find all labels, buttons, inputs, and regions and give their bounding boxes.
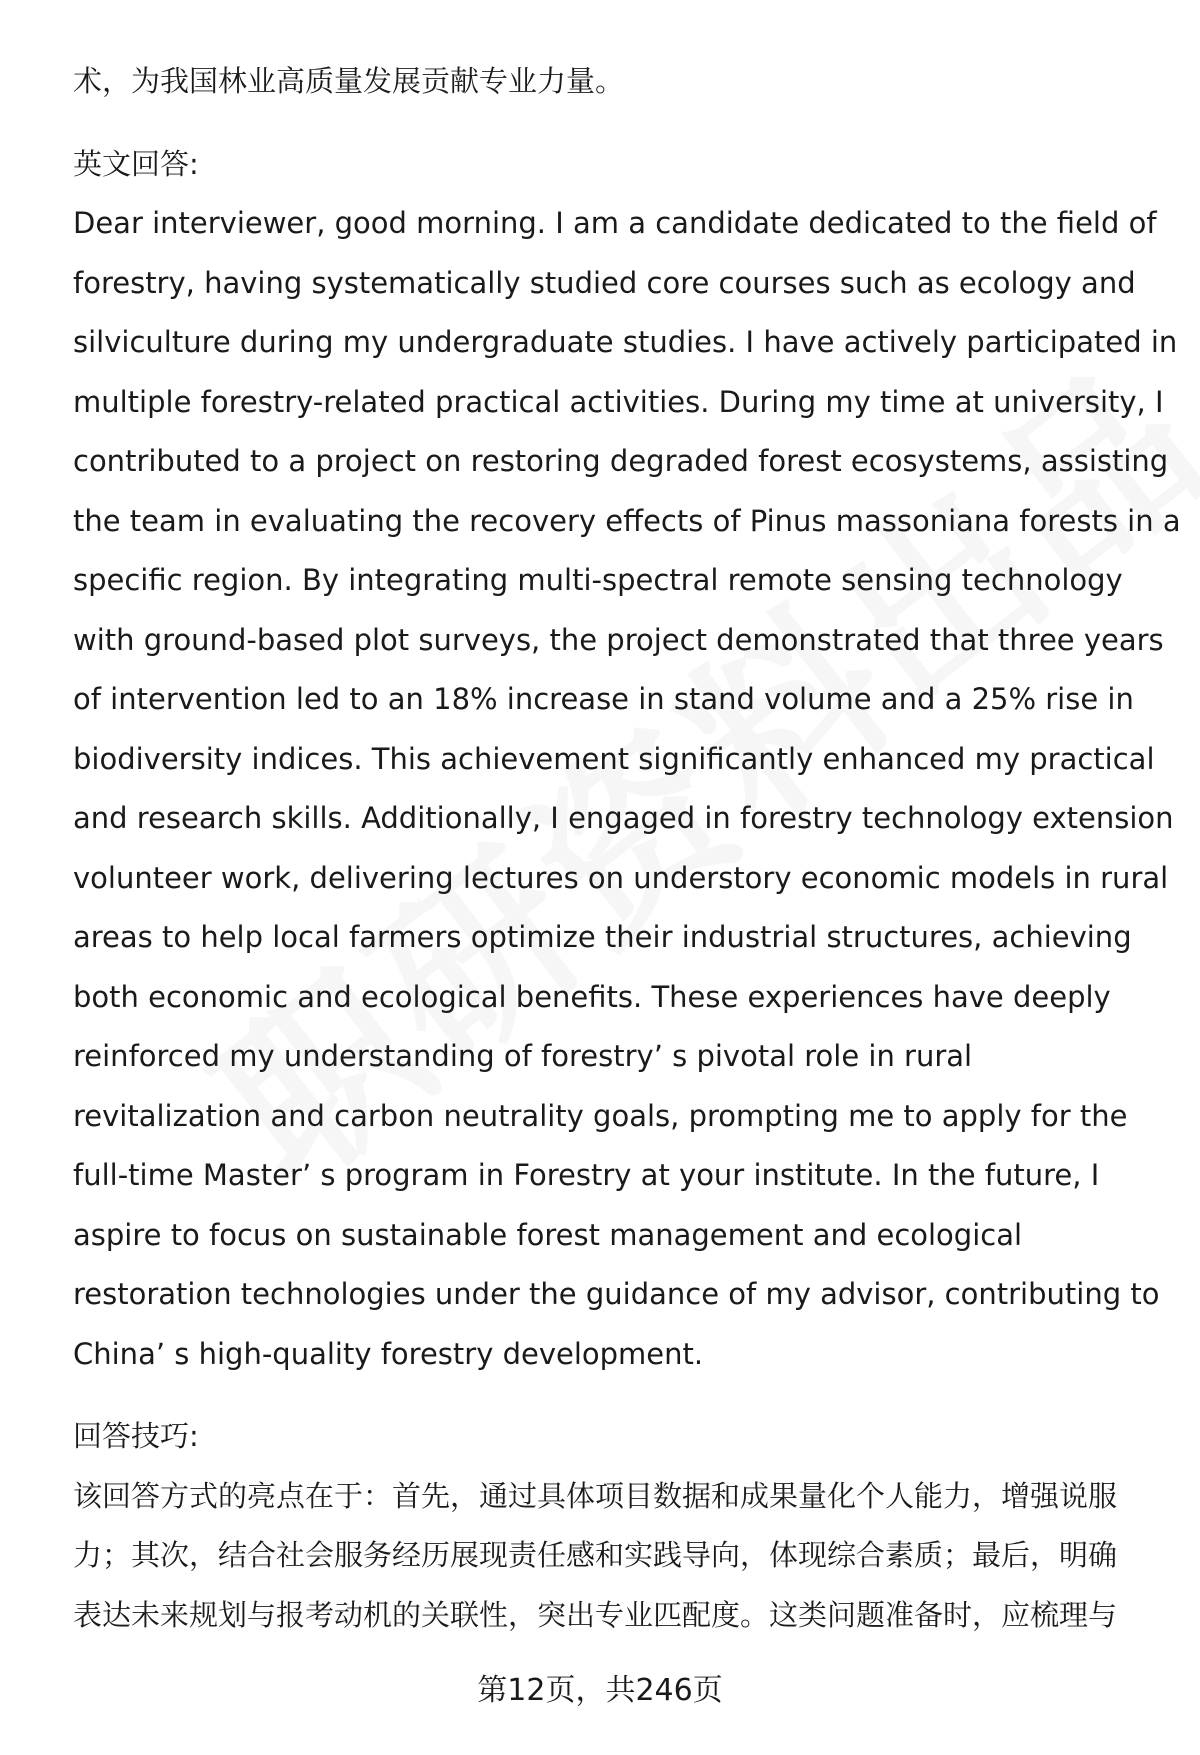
english-answer-line: aspire to focus on sustainable forest management and ecological [73,1217,1023,1252]
english-answer-line: reinforced my understanding of forestry’ s pivotal role in rural [73,1039,973,1073]
english-answer-line: with ground-based plot surveys, the project demonstrated that three years [73,622,1164,657]
english-answer-line: both economic and ecological benefits. These experiences have deeply [73,979,1111,1014]
intro-line: 术，为我国林业高质量发展贡献专业力量。 [73,64,625,98]
section-gap [73,112,1148,135]
english-answer-line: silviculture during my undergraduate studies. I have actively participated in [73,325,1178,359]
english-answer-line: the team in evaluating the recovery effects of Pinus massoniana forests in a [73,503,1181,538]
page-number-footer: 第12页，共246页 [477,1673,723,1708]
english-answer-line: specific region. By integrating multi-spectral remote sensing technology [73,563,1123,597]
english-answer-line: biodiversity indices. This achievement significantly enhanced my practical [73,741,1155,776]
english-answer-line: and research skills. Additionally, I engaged in forestry technology extension [73,801,1174,835]
english-answer-line: multiple forestry-related practical activities. During my time at university, I [73,384,1164,419]
english-answer-section [73,135,1181,1385]
answer-tips-line: 该回答方式的亮点在于：首先，通过具体项目数据和成果量化个人能力，增强说服 [73,1478,1118,1513]
english-answer-line: revitalization and carbon neutrality goals, prompting me to apply for the [73,1098,1128,1133]
english-answer-line: China’ s high-quality forestry development. [73,1336,704,1371]
answer-tips-line: 力；其次，结合社会服务经历展现责任感和实践导向，体现综合素质；最后，明确 [73,1538,1118,1572]
english-answer-line: of intervention led to an 18% increase in stand volume and a 25% rise in [73,682,1134,716]
section-gap [73,1384,1148,1407]
english-answer-line: contributed to a project on restoring degraded forest ecosystems, assisting [73,444,1169,478]
english-answer-line: Dear interviewer, good morning. I am a candidate dedicated to the field of [73,206,1157,240]
english-answer-line: forestry, having systematically studied core courses such as ecology and [73,265,1136,300]
english-answer-line: full-time Master’ s program in Forestry at your institute. In the future, I [73,1158,1100,1192]
english-answer-line: restoration technologies under the guidance of my advisor, contributing to [73,1277,1160,1311]
answer-tips-heading: 回答技巧: [73,1419,199,1453]
answer-tips-section [73,1407,1148,1645]
answer-tips-line: 表达未来规划与报考动机的关联性，突出专业匹配度。这类问题准备时，应梳理与 [73,1597,1118,1632]
english-answer-line: areas to help local farmers optimize their industrial structures, achieving [73,920,1132,954]
english-answer-line: volunteer work, delivering lectures on understory economic models in rural [73,860,1169,895]
page-content [73,52,1181,1645]
english-answer-heading: 英文回答: [73,146,199,181]
